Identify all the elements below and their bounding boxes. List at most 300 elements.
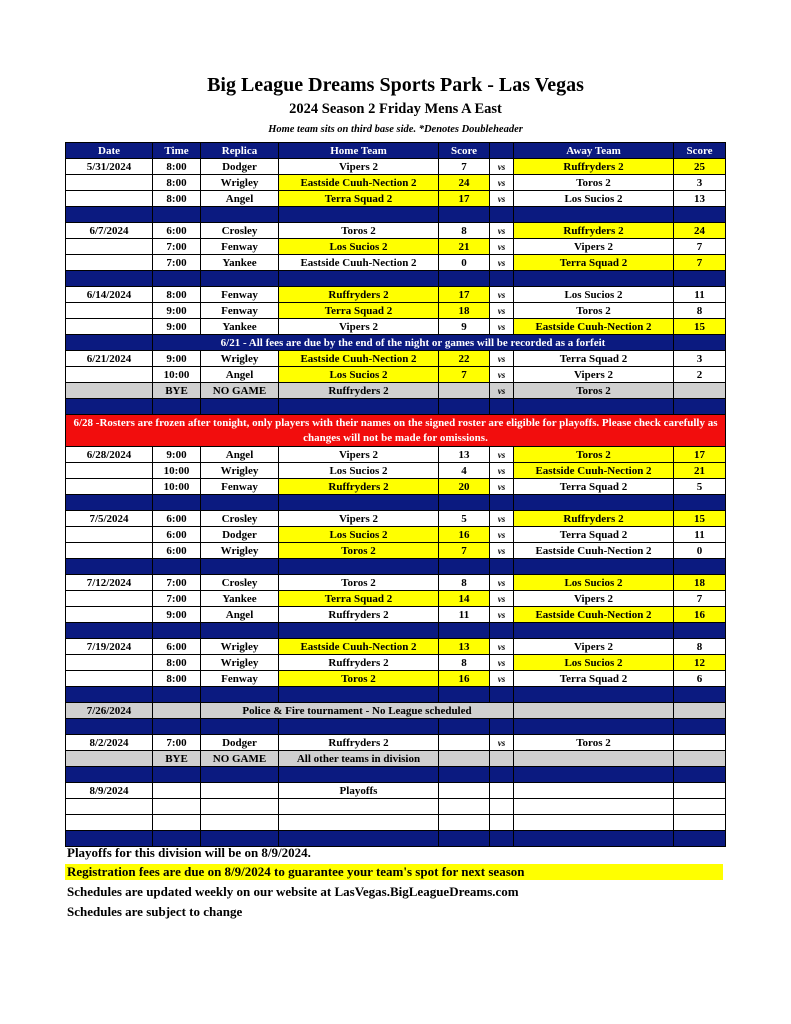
away-team-cell: Ruffryders 2 [514,223,674,239]
game-row [66,319,726,335]
replica-field-cell: Yankee [201,255,279,271]
time-cell: 10:00 [153,479,201,495]
replica-field-cell: Wrigley [201,463,279,479]
separator-cell [279,495,439,511]
vs-cell: vs [490,255,514,271]
date-cell [66,303,153,319]
home-score-cell: 17 [439,287,490,303]
time-cell [153,815,201,831]
away-team-cell: Toros 2 [514,303,674,319]
game-row [66,799,726,815]
away-team-cell: Vipers 2 [514,591,674,607]
home-team-cell: Vipers 2 [279,447,439,463]
separator-cell [514,623,674,639]
home-score-cell [439,735,490,751]
time-cell [153,799,201,815]
separator-cell [514,687,674,703]
away-score-cell: 7 [674,255,726,271]
date-cell: 6/7/2024 [66,223,153,239]
home-score-cell: 7 [439,543,490,559]
game-row [66,463,726,479]
replica-field-cell: Dodger [201,527,279,543]
date-cell: 7/19/2024 [66,639,153,655]
time-cell: 7:00 [153,239,201,255]
separator-cell [674,271,726,287]
separator-cell [490,831,514,847]
separator-row [66,719,726,735]
game-row [66,783,726,799]
separator-cell [66,399,153,415]
date-cell: 7/26/2024 [66,703,153,719]
separator-cell [279,623,439,639]
game-row [66,223,726,239]
vs-cell: vs [490,175,514,191]
separator-cell [439,623,490,639]
home-team-cell: Ruffryders 2 [279,655,439,671]
replica-field-cell: Yankee [201,591,279,607]
vs-cell: vs [490,463,514,479]
vs-cell: vs [490,479,514,495]
replica-field-cell: Fenway [201,303,279,319]
separator-cell [674,767,726,783]
separator-cell [674,495,726,511]
vs-cell: vs [490,191,514,207]
separator-cell [674,719,726,735]
game-row [66,639,726,655]
time-cell [153,783,201,799]
away-score-cell: 7 [674,591,726,607]
away-team-cell: Terra Squad 2 [514,671,674,687]
separator-cell [153,623,201,639]
separator-cell [490,495,514,511]
replica-field-cell [201,783,279,799]
info-row [66,703,726,719]
schedule-note: Home team sits on third base side. *Denotes Doubleheader [268,124,523,135]
away-score-cell: 2 [674,367,726,383]
time-cell: 8:00 [153,175,201,191]
away-team-cell: Eastside Cuuh-Nection 2 [514,543,674,559]
date-cell: 8/2/2024 [66,735,153,751]
date-cell [66,367,153,383]
game-row [66,591,726,607]
separator-cell [514,767,674,783]
time-cell: 6:00 [153,527,201,543]
away-team-cell [514,799,674,815]
home-team-cell: Eastside Cuuh-Nection 2 [279,351,439,367]
game-row [66,367,726,383]
home-score-cell [439,751,490,767]
replica-field-cell: Angel [201,447,279,463]
separator-cell [674,687,726,703]
date-cell [66,479,153,495]
separator-cell [201,271,279,287]
home-team-cell: Toros 2 [279,575,439,591]
away-team-cell: Vipers 2 [514,639,674,655]
replica-field-cell: Fenway [201,479,279,495]
time-cell: 7:00 [153,575,201,591]
separator-cell [201,719,279,735]
replica-field-cell: Fenway [201,287,279,303]
game-row [66,543,726,559]
away-score-cell: 11 [674,287,726,303]
away-score-cell: 17 [674,447,726,463]
away-score-cell: 16 [674,607,726,623]
home-score-cell: 24 [439,175,490,191]
separator-cell [514,399,674,415]
game-row [66,303,726,319]
separator-cell [490,559,514,575]
replica-field-cell: Crosley [201,511,279,527]
home-team-cell: Ruffryders 2 [279,383,439,399]
home-score-cell [439,815,490,831]
time-cell: 6:00 [153,543,201,559]
date-cell [66,543,153,559]
home-team-cell: Los Sucios 2 [279,463,439,479]
away-score-cell: 13 [674,191,726,207]
home-team-cell: Los Sucios 2 [279,239,439,255]
away-team-cell: Ruffryders 2 [514,159,674,175]
time-cell: 6:00 [153,223,201,239]
time-cell: 8:00 [153,191,201,207]
separator-cell [66,495,153,511]
footer-website: Schedules are updated weekly on our website at LasVegas.BigLeagueDreams.com [67,884,519,899]
separator-cell [66,207,153,223]
separator-cell [153,767,201,783]
vs-cell: vs [490,671,514,687]
separator-cell [279,207,439,223]
away-team-cell: Eastside Cuuh-Nection 2 [514,607,674,623]
time-cell: 8:00 [153,655,201,671]
separator-cell [201,207,279,223]
game-row [66,255,726,271]
date-cell: 5/31/2024 [66,159,153,175]
time-cell: 9:00 [153,319,201,335]
schedule-table [65,142,726,847]
away-team-cell [514,783,674,799]
separator-cell [153,207,201,223]
away-team-cell: Terra Squad 2 [514,527,674,543]
header-home-team: Home Team [279,143,439,159]
home-team-cell: Terra Squad 2 [279,191,439,207]
score-cell [674,335,726,351]
away-team-cell [514,703,674,719]
info-text: Police & Fire tournament - No League scheduled [201,703,514,719]
separator-row [66,399,726,415]
home-team-cell: Toros 2 [279,543,439,559]
vs-cell: vs [490,223,514,239]
separator-cell [490,271,514,287]
away-score-cell [674,783,726,799]
home-team-cell: Eastside Cuuh-Nection 2 [279,175,439,191]
separator-cell [201,495,279,511]
home-score-cell: 13 [439,639,490,655]
time-cell: 7:00 [153,255,201,271]
replica-field-cell: NO GAME [201,751,279,767]
header-home-score: Score [439,143,490,159]
home-score-cell: 7 [439,367,490,383]
separator-row [66,271,726,287]
table-header [66,143,726,159]
separator-row [66,687,726,703]
date-cell [66,671,153,687]
home-team-cell: Toros 2 [279,671,439,687]
home-team-cell: Terra Squad 2 [279,303,439,319]
separator-cell [279,687,439,703]
vs-cell: vs [490,511,514,527]
separator-cell [674,831,726,847]
home-team-cell: Eastside Cuuh-Nection 2 [279,639,439,655]
home-score-cell: 8 [439,223,490,239]
home-score-cell: 17 [439,191,490,207]
home-score-cell: 21 [439,239,490,255]
date-cell [66,335,153,351]
away-score-cell: 5 [674,479,726,495]
home-score-cell: 16 [439,671,490,687]
separator-cell [153,495,201,511]
game-row [66,447,726,463]
away-score-cell: 7 [674,239,726,255]
alert-row [66,415,726,447]
separator-cell [279,559,439,575]
separator-cell [439,719,490,735]
separator-cell [490,623,514,639]
replica-field-cell: Wrigley [201,175,279,191]
away-score-cell: 8 [674,303,726,319]
separator-cell [514,559,674,575]
home-score-cell: 16 [439,527,490,543]
away-score-cell: 21 [674,463,726,479]
bye-row [66,383,726,399]
replica-field-cell: Wrigley [201,655,279,671]
date-cell [66,175,153,191]
away-team-cell: Los Sucios 2 [514,287,674,303]
away-team-cell: Ruffryders 2 [514,511,674,527]
separator-cell [490,687,514,703]
separator-row [66,623,726,639]
time-cell [153,703,201,719]
notice-text: 6/21 - All fees are due by the end of the night or games will be recorded as a forfeit [153,335,674,351]
vs-cell: vs [490,591,514,607]
vs-cell: vs [490,575,514,591]
game-row [66,239,726,255]
separator-cell [439,831,490,847]
home-team-cell: Eastside Cuuh-Nection 2 [279,255,439,271]
separator-cell [66,559,153,575]
separator-cell [439,687,490,703]
separator-cell [153,271,201,287]
home-score-cell: 11 [439,607,490,623]
home-score-cell: 18 [439,303,490,319]
away-team-cell: Terra Squad 2 [514,255,674,271]
date-cell [66,591,153,607]
home-team-cell: All other teams in division [279,751,439,767]
game-row [66,351,726,367]
time-cell: 8:00 [153,159,201,175]
home-team-cell: Ruffryders 2 [279,607,439,623]
away-score-cell: 6 [674,671,726,687]
game-row [66,527,726,543]
replica-field-cell [201,799,279,815]
vs-cell [490,815,514,831]
separator-cell [66,767,153,783]
home-score-cell: 4 [439,463,490,479]
home-score-cell: 22 [439,351,490,367]
away-score-cell: 25 [674,159,726,175]
game-row [66,479,726,495]
separator-cell [490,399,514,415]
vs-cell [490,751,514,767]
time-cell: 9:00 [153,447,201,463]
separator-cell [201,687,279,703]
date-cell [66,383,153,399]
away-team-cell: Vipers 2 [514,367,674,383]
time-cell: BYE [153,383,201,399]
time-cell: 6:00 [153,639,201,655]
date-cell [66,191,153,207]
separator-cell [201,559,279,575]
away-score-cell: 15 [674,511,726,527]
separator-cell [674,207,726,223]
away-team-cell: Terra Squad 2 [514,351,674,367]
date-cell [66,527,153,543]
date-cell: 7/5/2024 [66,511,153,527]
date-cell [66,319,153,335]
vs-cell: vs [490,351,514,367]
away-score-cell [674,799,726,815]
time-cell: 9:00 [153,303,201,319]
home-team-cell: Los Sucios 2 [279,527,439,543]
vs-cell [490,783,514,799]
separator-cell [514,207,674,223]
replica-field-cell: Wrigley [201,351,279,367]
separator-cell [153,687,201,703]
date-cell [66,607,153,623]
vs-cell: vs [490,367,514,383]
away-team-cell: Toros 2 [514,735,674,751]
separator-cell [66,623,153,639]
header-away-score: Score [674,143,726,159]
vs-cell: vs [490,319,514,335]
away-team-cell: Los Sucios 2 [514,575,674,591]
separator-row [66,207,726,223]
separator-cell [66,271,153,287]
separator-cell [490,719,514,735]
vs-cell: vs [490,287,514,303]
away-team-cell [514,815,674,831]
separator-cell [279,399,439,415]
away-team-cell: Eastside Cuuh-Nection 2 [514,319,674,335]
away-team-cell: Terra Squad 2 [514,479,674,495]
home-score-cell: 0 [439,255,490,271]
away-team-cell: Los Sucios 2 [514,191,674,207]
replica-field-cell: Fenway [201,239,279,255]
home-team-cell: Vipers 2 [279,319,439,335]
home-team-cell: Ruffryders 2 [279,479,439,495]
home-team-cell: Ruffryders 2 [279,735,439,751]
home-score-cell: 5 [439,511,490,527]
time-cell: 10:00 [153,463,201,479]
vs-cell: vs [490,655,514,671]
home-score-cell: 20 [439,479,490,495]
footer-disclaimer: Schedules are subject to change [67,904,243,919]
time-cell: 9:00 [153,607,201,623]
vs-cell: vs [490,303,514,319]
away-team-cell: Los Sucios 2 [514,655,674,671]
home-team-cell: Terra Squad 2 [279,591,439,607]
date-cell [66,255,153,271]
date-cell [66,239,153,255]
game-row [66,735,726,751]
home-score-cell [439,383,490,399]
away-score-cell [674,815,726,831]
date-cell [66,815,153,831]
score-cell [674,703,726,719]
vs-cell: vs [490,735,514,751]
replica-field-cell: Wrigley [201,639,279,655]
home-score-cell: 14 [439,591,490,607]
time-cell: 7:00 [153,591,201,607]
away-team-cell: Eastside Cuuh-Nection 2 [514,463,674,479]
game-row [66,191,726,207]
separator-cell [674,559,726,575]
footer-registration: Registration fees are due on 8/9/2024 to guarantee your team's spot for next season [65,864,723,880]
page-title: Big League Dreams Sports Park - Las Vegas [207,74,584,96]
game-row [66,575,726,591]
separator-cell [153,399,201,415]
home-score-cell: 7 [439,159,490,175]
away-team-cell: Toros 2 [514,447,674,463]
separator-cell [279,271,439,287]
home-team-cell [279,815,439,831]
separator-cell [514,719,674,735]
separator-cell [514,495,674,511]
home-team-cell: Vipers 2 [279,511,439,527]
replica-field-cell: Crosley [201,575,279,591]
separator-row [66,495,726,511]
replica-field-cell: Angel [201,367,279,383]
home-team-cell: Ruffryders 2 [279,287,439,303]
separator-cell [153,719,201,735]
date-cell: 7/12/2024 [66,575,153,591]
game-row [66,287,726,303]
game-row [66,511,726,527]
notice-row [66,335,726,351]
separator-cell [201,623,279,639]
away-score-cell [674,735,726,751]
time-cell: 7:00 [153,735,201,751]
page-subtitle: 2024 Season 2 Friday Mens A East [289,101,502,117]
separator-cell [279,767,439,783]
home-team-cell [279,799,439,815]
replica-field-cell: Angel [201,607,279,623]
vs-cell: vs [490,639,514,655]
replica-field-cell: Yankee [201,319,279,335]
vs-cell: vs [490,527,514,543]
away-score-cell: 12 [674,655,726,671]
home-score-cell [439,799,490,815]
home-team-cell: Vipers 2 [279,159,439,175]
replica-field-cell: Crosley [201,223,279,239]
home-team-cell: Playoffs [279,783,439,799]
separator-cell [201,767,279,783]
away-score-cell: 8 [674,639,726,655]
home-score-cell: 9 [439,319,490,335]
vs-cell: vs [490,607,514,623]
replica-field-cell: Fenway [201,671,279,687]
vs-cell: vs [490,447,514,463]
separator-cell [490,767,514,783]
away-score-cell: 0 [674,543,726,559]
